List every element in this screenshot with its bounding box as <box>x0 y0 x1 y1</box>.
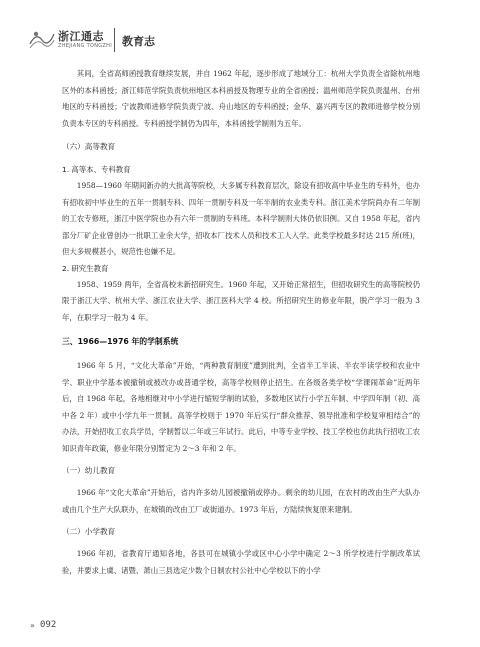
header-divider <box>114 28 115 52</box>
page-body <box>62 66 420 579</box>
page-number: 092 <box>40 620 57 630</box>
section-heading: （六）高等教育 <box>62 142 116 151</box>
logo-chinese-title: 浙江通志 <box>58 30 104 43</box>
zhejiang-tongzhi-logo-icon <box>28 26 56 52</box>
chapter-heading: 三、1966—1976 年的学制系统 <box>62 337 179 346</box>
subsection-heading: 1. 高等本、专科教育 <box>62 165 131 174</box>
logo-english-title: ZHEJIANG TONGZHI <box>58 43 112 49</box>
paragraph: 其间，全省高师函授教育继续发展，并自 1962 年起，逐步形成了地域分工：杭州大学负责全省除杭州地区外的本科函授；浙江师范学院负责杭州地区本科函授及物理专业的全省函授；温州师范学院负责温州、台州地区的专科函授；宁波教师进修学院负责宁波、舟山地区的专科函授；金华、嘉兴两专区的教师进修学校分别负责本专区的专科函授。专科函授学制仍为四年，本科函授学制则为五年。 <box>62 69 420 128</box>
paragraph: 1958、1959 两年，全省高校未新招研究生。1960 年起，又开始正常招生，但招收研究生的高等院校仍限于浙江大学、杭州大学、浙江农业大学、浙江医科大学 4 校。所招研究生的修业年限，脱产学习一般为 3 年，在职学习一般为 4 年。 <box>62 279 420 322</box>
paragraph: 1958—1960 年期间新办的大批高等院校，大多属专科教育层次，除设有招收高中毕业生的专科外，也办有招收初中毕业生的五年一贯制专科、四年一贯制专科及一年半制的农业类专科。浙江美术学院尚办有二年制的工农专修班，浙江中医学院也办有六年一贯制的专科班。本科学制则大体仍依旧例。又自 1958 年起，省内部分厂矿企业曾创办一批职工业余大学，招收本厂技术人员和技术工人入学。此类学校最多时达 215 所(班)，但大多规模甚小，规范性也嫌不足。 <box>62 181 420 256</box>
section-heading: （一）幼儿教育 <box>62 466 116 475</box>
paragraph: 1966 年初，省教育厅通知各地，各县可在城镇小学或区中心小学中确定 2～3 所学校进行学制改革试验，并要求上虞、诸暨、萧山三县选定少数个日制农村公社中心学校以下的小学 <box>62 549 420 575</box>
double-chevron-right-icon: » <box>30 621 35 630</box>
book-title: 教育志 <box>122 35 155 48</box>
section-heading: （二）小学教育 <box>62 527 116 536</box>
paragraph: 1966 年 5 月，“文化大革命”开始，“两种教育制度”遭到批判，全省半工半读、半农半读学校和农业中学、职业中学基本被撤销或被改办或普通学校，高等学校则停止招生。在各级各类学校“学课闹革命”近两年后，自 1968 年起，各地相继对中小学进行缩短学制的试验，多数地区试行小学五年制、中学四年制（初、高中各 2 年）或中小学九年一贯制。高等学校则于 1970 年后实行“群众推荐、领导批准和学校复审相结合”的办法，开始招收工农兵学员，学制暂以二年或三年试行。此后，中等专业学校、技工学校也仿此执行招收工农知识青年政策，修业年限分别暂定为 2～3 年和 2 年。 <box>62 361 420 453</box>
subsection-heading: 2. 研究生教育 <box>62 263 109 273</box>
logo <box>28 26 114 56</box>
page-header <box>0 0 480 62</box>
paragraph: 1966 年“文化大革命”开始后，省内许多幼儿园被撤销或停办。剩余的幼儿园，在农村的改由生产大队办或由几个生产大队联办，在城镇的改由工厂或街道办。1973 年后，方陆续恢复原来建制。 <box>62 488 420 514</box>
